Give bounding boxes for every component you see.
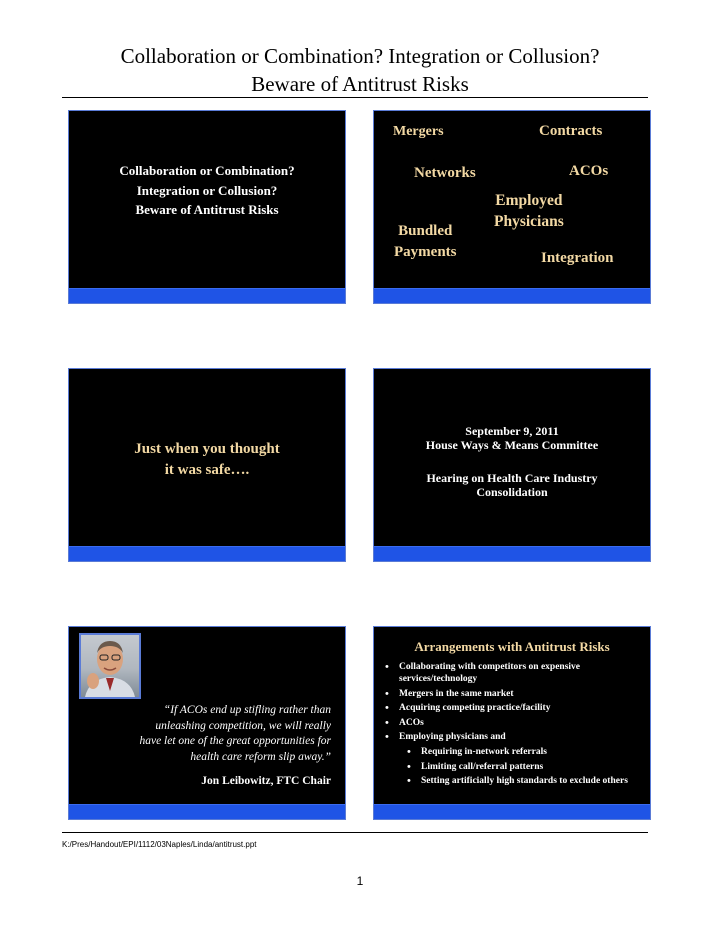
sub-list-item: • Setting artificially high standards to exclude others — [382, 775, 648, 787]
slide-6 — [373, 626, 651, 820]
slide-1 — [68, 110, 346, 304]
slide-3-line2: it was safe…. — [164, 462, 250, 478]
portrait-icon — [81, 635, 139, 697]
slide-6-footer-bar — [374, 804, 650, 819]
list-item: • ACOs — [382, 717, 648, 729]
footer-rule — [62, 832, 648, 833]
slide-6-title: Arrangements with Antitrust Risks — [414, 639, 610, 654]
page-title-line2: Beware of Antitrust Risks — [251, 72, 469, 96]
slide-3 — [68, 368, 346, 562]
slide-3-text — [69, 439, 345, 481]
portrait-photo — [79, 633, 141, 699]
slide-3-line1: Just when you thought — [134, 441, 280, 457]
slide-2 — [373, 110, 651, 304]
slide-4-committee: House Ways & Means Committee — [425, 438, 599, 452]
slide-4-hearing-line2: Consolidation — [476, 485, 548, 499]
slide-2-footer-bar — [374, 288, 650, 303]
slide-1-line2: Integration or Collusion? — [136, 182, 278, 198]
word-employed: Employed — [495, 192, 563, 209]
slide-4-date: September 9, 2011 — [465, 424, 559, 438]
word-employed-physicians — [494, 190, 564, 232]
list-item: • Mergers in the same market — [382, 688, 648, 700]
slide-1-line3: Beware of Antitrust Risks — [135, 202, 279, 217]
file-path: K:/Pres/Handout/EPI/1112/03Naples/Linda/antitrust.ppt — [62, 840, 257, 849]
slide-1-title — [69, 161, 345, 220]
word-physicians: Physicians — [494, 213, 564, 230]
arrangements-list — [382, 661, 648, 790]
word-bundled: Bundled — [398, 223, 453, 239]
quote-line3: have let one of the great opportunities for — [139, 735, 331, 747]
quote-line4: health care reform slip away.” — [190, 750, 331, 763]
sub-list-item: • Limiting call/referral patterns — [382, 761, 648, 773]
slide-5-footer-bar — [69, 804, 345, 819]
slide-4-footer-bar — [374, 546, 650, 561]
page-title — [0, 42, 720, 98]
word-payments: Payments — [394, 244, 457, 260]
slide-4-hearing-line1: Hearing on Health Care Industry — [426, 471, 598, 485]
quote-line2: unleashing competition, we will really — [155, 719, 331, 732]
quote-line1: “If ACOs end up stifling rather than — [163, 704, 331, 716]
word-integration: Integration — [541, 250, 614, 266]
list-item: • Collaborating with competitors on expensive services/technology — [382, 661, 648, 685]
sub-list-item: • Requiring in-network referrals — [382, 746, 648, 758]
header-rule — [62, 97, 648, 98]
word-contracts: Contracts — [539, 123, 603, 139]
quote-attribution: Jon Leibowitz, FTC Chair — [201, 775, 331, 787]
slide-1-footer-bar — [69, 288, 345, 303]
slide-3-footer-bar — [69, 546, 345, 561]
slide-5 — [68, 626, 346, 820]
slide-4-text — [374, 424, 650, 499]
page-title-line1: Collaboration or Combination? Integration or Collusion? — [120, 44, 600, 68]
word-bundled-payments — [394, 221, 457, 263]
slide-1-line1: Collaboration or Combination? — [119, 163, 295, 178]
word-networks: Networks — [414, 165, 476, 181]
page-number: 1 — [356, 874, 364, 888]
list-item: • Employing physicians and — [382, 731, 648, 743]
ftc-quote — [81, 703, 331, 765]
word-mergers: Mergers — [393, 124, 444, 139]
word-acos: ACOs — [569, 163, 609, 179]
list-item: • Acquiring competing practice/facility — [382, 702, 648, 714]
slide-4 — [373, 368, 651, 562]
